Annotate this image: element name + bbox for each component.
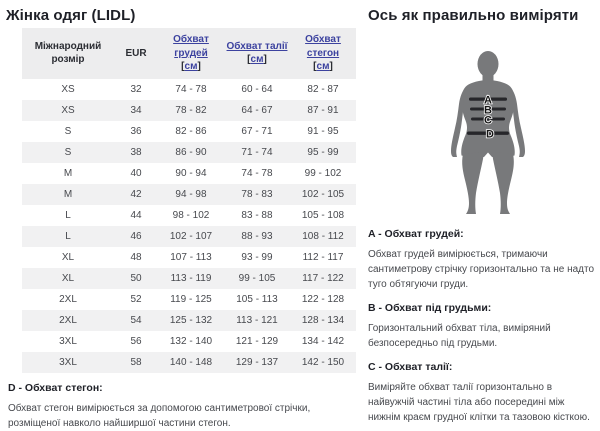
cell-eur: 50 [130, 272, 142, 284]
cell-hips: 99 - 102 [304, 167, 342, 179]
guide-section-heading: B - Обхват під грудьми: [368, 302, 492, 314]
cell-waist: 88 - 93 [241, 230, 273, 242]
column-link-hips[interactable]: Обхват стегон [305, 34, 341, 59]
table-row [22, 121, 356, 142]
cell-bust: 107 - 113 [170, 251, 212, 263]
cell-waist: 64 - 67 [241, 104, 273, 116]
measure-guide-panel [368, 0, 598, 425]
cell-size: M [63, 188, 73, 200]
unit-link-waist[interactable]: см [250, 54, 264, 66]
cell-eur: 32 [130, 83, 142, 95]
column-header-bust [158, 28, 224, 79]
table-row [22, 331, 356, 352]
size-table-header [22, 28, 356, 79]
table-row [22, 79, 356, 100]
measure-guide-sections [368, 228, 598, 425]
cell-size: 3XL [59, 335, 77, 347]
cell-size: XL [61, 272, 75, 284]
measure-label-d: D [486, 128, 494, 141]
cell-size: 2XL [59, 314, 77, 326]
cell-hips: 108 - 112 [302, 230, 344, 242]
cell-eur: 42 [130, 188, 142, 200]
cell-waist: 60 - 64 [241, 83, 273, 95]
table-row [22, 205, 356, 226]
cell-hips: 134 - 142 [301, 335, 345, 347]
cell-waist: 78 - 83 [241, 188, 273, 200]
cell-eur: 58 [130, 356, 142, 368]
cell-eur: 54 [130, 314, 142, 326]
table-row [22, 310, 356, 331]
unit-link-bust[interactable]: см [184, 61, 198, 72]
cell-size: L [65, 209, 71, 221]
table-row [22, 163, 356, 184]
cell-waist: 67 - 71 [241, 125, 273, 137]
measure-label-c: C [484, 114, 492, 127]
cell-hips: 105 - 108 [301, 209, 345, 221]
cell-bust: 119 - 125 [170, 293, 212, 305]
table-row [22, 100, 356, 121]
cell-bust: 125 - 132 [169, 314, 213, 326]
cell-hips: 142 - 150 [301, 356, 345, 368]
cell-bust: 78 - 82 [175, 104, 207, 116]
cell-size: M [63, 167, 73, 179]
cell-size: S [64, 146, 72, 158]
guide-section-heading: A - Обхват грудей: [368, 228, 464, 240]
cell-hips: 128 - 134 [301, 314, 345, 326]
cell-hips: 117 - 122 [302, 272, 344, 284]
cell-hips: 102 - 105 [301, 188, 345, 200]
cell-bust: 98 - 102 [172, 209, 210, 221]
cell-size: S [64, 125, 72, 137]
cell-bust: 113 - 119 [170, 272, 212, 284]
cell-waist: 93 - 99 [241, 251, 273, 263]
size-table-body [22, 79, 356, 373]
guide-section-a [368, 228, 598, 292]
hips-note-heading: D - Обхват стегон: [8, 381, 103, 394]
unit-label: [см] [313, 61, 333, 72]
cell-bust: 94 - 98 [175, 188, 207, 200]
cell-eur: 40 [130, 167, 142, 179]
cell-waist: 129 - 137 [235, 356, 279, 368]
column-header-hips [290, 28, 356, 79]
cell-waist: 121 - 129 [235, 335, 279, 347]
cell-hips: 95 - 99 [307, 146, 339, 158]
body-measurement-figure [423, 50, 553, 218]
unit-label: [см] [247, 54, 267, 66]
table-row [22, 142, 356, 163]
unit-link-hips[interactable]: см [316, 61, 330, 72]
guide-section-c [368, 361, 598, 425]
cell-eur: 44 [130, 209, 142, 221]
cell-bust: 82 - 86 [175, 125, 207, 137]
hips-note-text: Обхват стегон вимірюється за допомогою сантиметрової стрічки, розміщеної навколо найширшої частини стегон. [8, 402, 311, 429]
page-title: Жінка одяг (LIDL) [6, 7, 136, 24]
cell-eur: 48 [130, 251, 142, 263]
cell-waist: 83 - 88 [241, 209, 273, 221]
figure-left-leg [462, 152, 484, 214]
cell-eur: 36 [130, 125, 142, 137]
guide-section-text: Обхват грудей вимірюється, тримаючи сантиметрову стрічку горизонтально та не надто туго обтягуючи груди. [368, 249, 595, 290]
table-row [22, 247, 356, 268]
measure-label-b: B [484, 104, 492, 117]
cell-eur: 52 [130, 293, 142, 305]
table-row [22, 352, 356, 373]
cell-hips: 87 - 91 [307, 104, 339, 116]
cell-waist: 99 - 105 [238, 272, 276, 284]
figure-right-leg [492, 152, 514, 214]
column-header-size: Міжнародний розмір [22, 28, 114, 79]
cell-size: XS [61, 83, 75, 95]
column-link-waist[interactable]: Обхват талії [226, 40, 288, 52]
guide-section-heading: C - Обхват талії: [368, 361, 453, 373]
cell-bust: 86 - 90 [175, 146, 207, 158]
cell-bust: 90 - 94 [175, 167, 207, 179]
unit-label: [см] [181, 61, 201, 72]
column-header-waist [224, 28, 290, 79]
guide-section-text: Виміряйте обхват талії горизонтально в найвужчій частині тіла або посередині між нижнім краєм грудної клітки та тазовою кісткою. [368, 382, 590, 423]
cell-bust: 132 - 140 [169, 335, 213, 347]
cell-eur: 38 [130, 146, 142, 158]
cell-size: L [65, 230, 71, 242]
size-table [22, 28, 356, 373]
cell-waist: 105 - 113 [236, 293, 278, 305]
cell-eur: 34 [130, 104, 142, 116]
cell-size: 3XL [59, 356, 77, 368]
cell-hips: 91 - 95 [307, 125, 339, 137]
column-header-eur: EUR [114, 28, 158, 79]
table-row [22, 289, 356, 310]
measure-guide-title: Ось як правильно виміряти [368, 7, 579, 24]
measure-label-a: A [484, 94, 492, 107]
size-chart-panel [6, 0, 360, 431]
column-link-bust[interactable]: Обхват грудей [173, 34, 209, 59]
cell-eur: 46 [130, 230, 142, 242]
cell-bust: 102 - 107 [169, 230, 213, 242]
guide-section-b [368, 302, 598, 351]
cell-bust: 74 - 78 [175, 83, 207, 95]
table-row [22, 268, 356, 289]
table-row [22, 184, 356, 205]
cell-waist: 74 - 78 [241, 167, 273, 179]
cell-waist: 113 - 121 [236, 314, 278, 326]
cell-size: XS [61, 104, 75, 116]
guide-section-text: Горизонтальний обхват тіла, виміряний безпосередньо під грудьми. [368, 323, 551, 349]
table-row [22, 226, 356, 247]
cell-eur: 56 [130, 335, 142, 347]
cell-hips: 82 - 87 [307, 83, 339, 95]
cell-hips: 112 - 117 [302, 251, 344, 263]
cell-waist: 71 - 74 [241, 146, 273, 158]
female-silhouette-icon [423, 50, 553, 218]
cell-bust: 140 - 148 [169, 356, 213, 368]
cell-hips: 122 - 128 [301, 293, 345, 305]
header-row [22, 28, 356, 79]
cell-size: 2XL [59, 293, 77, 305]
cell-size: XL [61, 251, 75, 263]
